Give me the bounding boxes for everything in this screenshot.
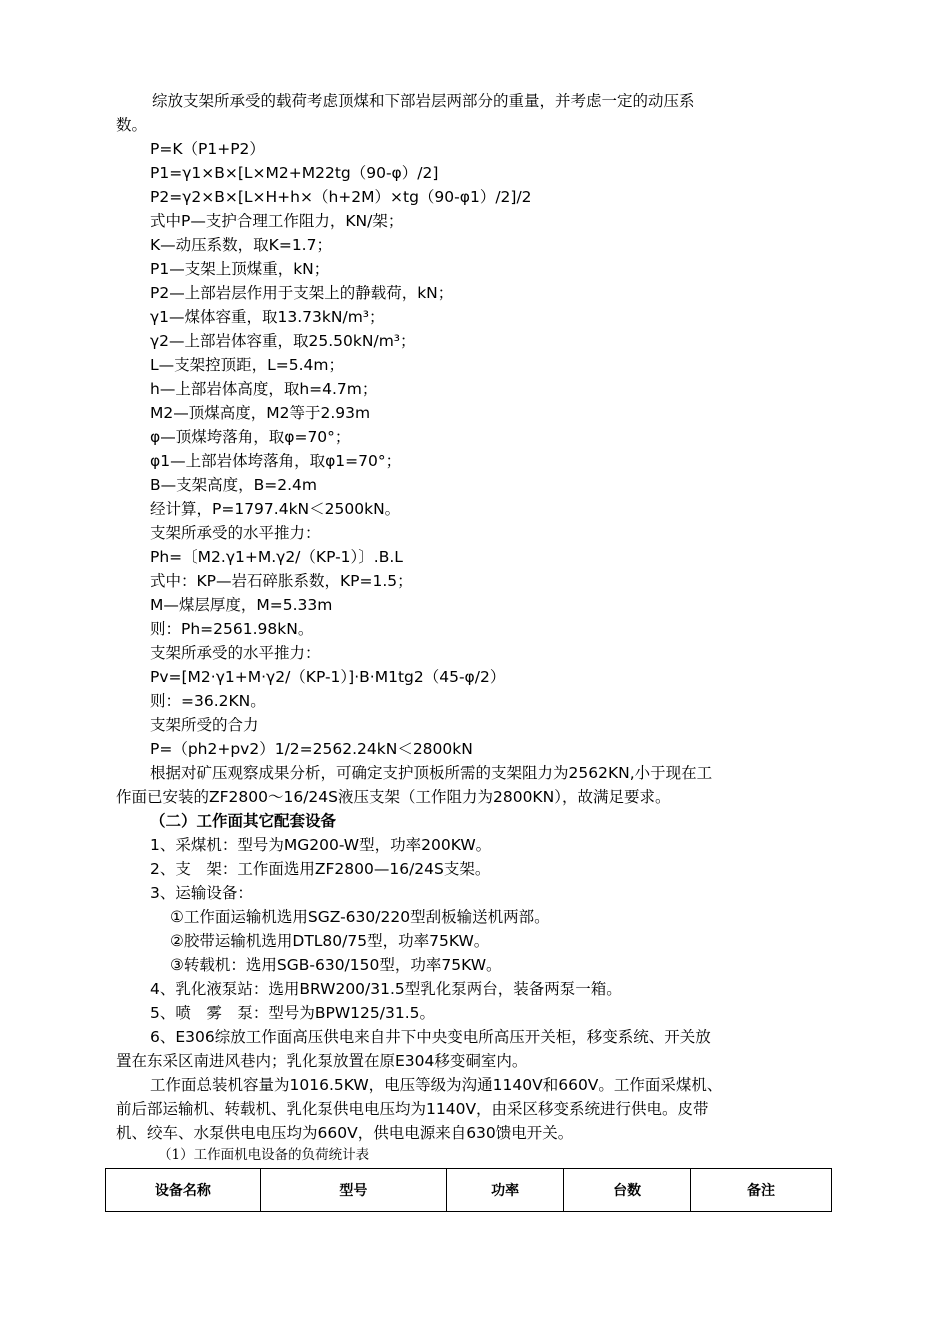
- formula-line: 则：Ph=2561.98kN。: [150, 620, 314, 638]
- formula-line: 支架所承受的水平推力：: [150, 524, 321, 542]
- formula-line: P=K（P1+P2）: [150, 140, 265, 158]
- formula-line: φ1—上部岩体垮落角，取φ1=70°；: [150, 452, 402, 470]
- formula-line: P1—支架上顶煤重，kN；: [150, 260, 330, 278]
- formula-line: Ph=〔M2.γ1+M.γ2/（KP-1）〕.B.L: [150, 548, 403, 566]
- summary-line-2: 前后部运输机、转载机、乳化泵供电电压均为1140V，由采区移变系统进行供电。皮带: [116, 1100, 709, 1118]
- item6-line-1: 6、E306综放工作面高压供电来自井下中央变电所高压开关柜，移变系统、开关放: [150, 1028, 711, 1046]
- formula-line: h—上部岩体高度，取h=4.7m；: [150, 380, 378, 398]
- formula-line: P1=γ1×B×[L×M2+M22tg（90-φ）/2]: [150, 164, 439, 182]
- formula-line: Pv=[M2·γ1+M·γ2/（KP-1）]·B·M1tg2（45-φ/2）: [150, 668, 506, 686]
- formula-line: M2—顶煤高度，M2等于2.93m: [150, 404, 371, 422]
- formula-line: P2=γ2×B×[L×H+h×（h+2M）×tg（90-φ1）/2]/2: [150, 188, 532, 206]
- load-statistics-table: [105, 1168, 832, 1212]
- formula-line: L—支架控顶距，L=5.4m；: [150, 356, 345, 374]
- equipment-item: 3、运输设备：: [150, 884, 253, 902]
- formula-line: 式中：KP—岩石碎胀系数，KP=1.5；: [150, 572, 413, 590]
- formula-line: M—煤层厚度，M=5.33m: [150, 596, 333, 614]
- formula-line: 支架所受的合力: [150, 716, 259, 734]
- table-caption: （1）工作面机电设备的负荷统计表: [158, 1147, 370, 1163]
- equipment-subitem: ②胶带运输机选用DTL80/75型，功率75KW。: [170, 932, 490, 950]
- formula-line: 式中P—支护合理工作阻力，KN/架；: [150, 212, 404, 230]
- equipment-item: 4、乳化液泵站：选用BRW200/31.5型乳化泵两台，装备两泵一箱。: [150, 980, 622, 998]
- formula-line: 支架所承受的水平推力：: [150, 644, 321, 662]
- equipment-subitem: ①工作面运输机选用SGZ-630/220型刮板输送机两部。: [170, 908, 550, 926]
- intro-paragraph-line-1: 综放支架所承受的载荷考虑顶煤和下部岩层两部分的重量，并考虑一定的动压系: [152, 92, 695, 110]
- table-header-cell: 设备名称: [106, 1169, 261, 1212]
- formula-line: B—支架高度，B=2.4m: [150, 476, 318, 494]
- section-heading: （二）工作面其它配套设备: [150, 812, 337, 830]
- equipment-item: 2、支 架：工作面选用ZF2800—16/24S支架。: [150, 860, 491, 878]
- table-header-cell: 备注: [691, 1169, 832, 1212]
- formula-line: P2—上部岩层作用于支架上的静载荷，kN；: [150, 284, 454, 302]
- conclusion-line-2: 作面已安装的ZF2800～16/24S液压支架（工作阻力为2800KN），故满足要求。: [116, 788, 671, 806]
- formula-line: P=（ph2+pv2）1/2=2562.24kN＜2800kN: [150, 740, 473, 758]
- formula-line: 经计算，P=1797.4kN＜2500kN。: [150, 500, 401, 518]
- formula-line: γ2—上部岩体容重，取25.50kN/m³；: [150, 332, 416, 350]
- formula-line: φ—顶煤垮落角，取φ=70°；: [150, 428, 351, 446]
- equipment-item: 1、采煤机：型号为MG200-W型，功率200KW。: [150, 836, 492, 854]
- table-header-cell: 型号: [260, 1169, 446, 1212]
- table-header-cell: 功率: [447, 1169, 564, 1212]
- table-header-cell: 台数: [564, 1169, 691, 1212]
- item6-line-2: 置在东采区南进风巷内；乳化泵放置在原E304移变硐室内。: [116, 1052, 528, 1070]
- formula-line: K—动压系数，取K=1.7；: [150, 236, 332, 254]
- intro-paragraph-line-2: 数。: [116, 116, 148, 134]
- formula-line: 则：=36.2KN。: [150, 692, 266, 710]
- formula-line: γ1—煤体容重，取13.73kN/m³；: [150, 308, 385, 326]
- table-header-row: [106, 1169, 832, 1212]
- summary-line-1: 工作面总装机容量为1016.5KW，电压等级为沟通1140V和660V。工作面采煤机、: [150, 1076, 723, 1094]
- equipment-subitem: ③转载机：选用SGB-630/150型，功率75KW。: [170, 956, 502, 974]
- equipment-item: 5、喷 雾 泵：型号为BPW125/31.5。: [150, 1004, 435, 1022]
- summary-line-3: 机、绞车、水泵供电电压均为660V，供电电源来自630馈电开关。: [116, 1124, 574, 1142]
- conclusion-line-1: 根据对矿压观察成果分析，可确定支护顶板所需的支架阻力为2562KN,小于现在工: [150, 764, 713, 782]
